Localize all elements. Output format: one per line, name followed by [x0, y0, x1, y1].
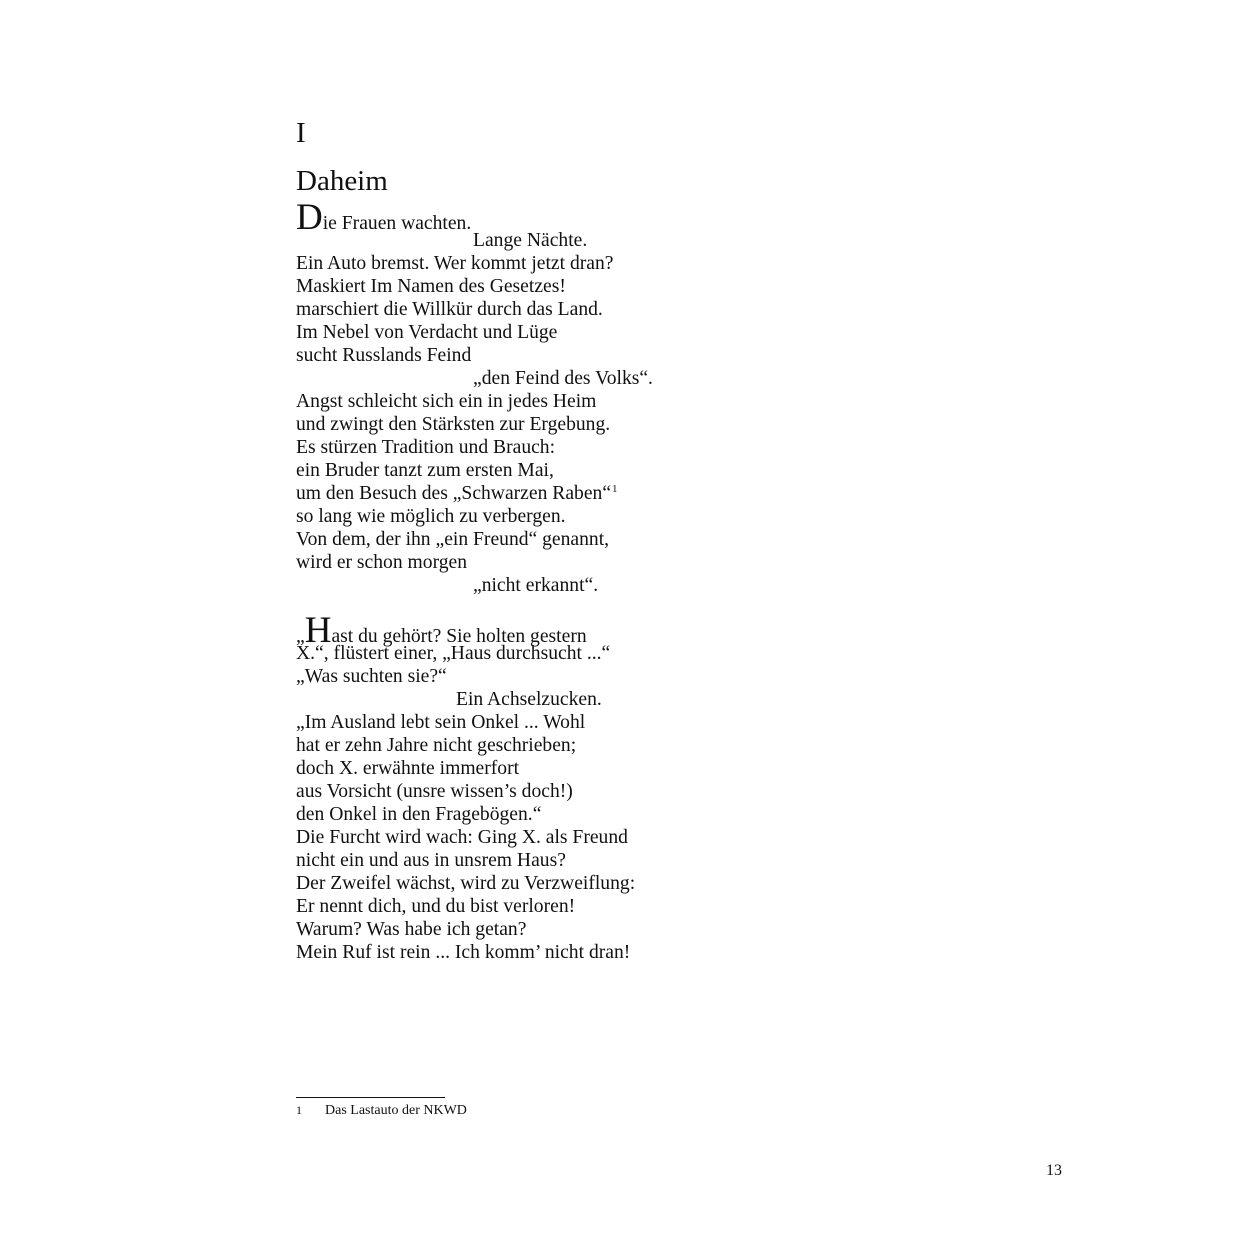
- verse-line: den Onkel in den Fragebögen.“: [296, 804, 542, 825]
- verse-line: [296, 610, 816, 651]
- verse-line: Er nennt dich, und du bist verloren!: [296, 896, 576, 917]
- verse-line: nicht ein und aus in unsrem Haus?: [296, 850, 566, 871]
- verse-line: aus Vorsicht (unsre wissen’s doch!): [296, 781, 573, 802]
- drop-cap: H: [304, 610, 332, 651]
- chapter-number: I: [296, 117, 306, 149]
- verse-line: Mein Ruf ist rein ... Ich komm’ nicht dran!: [296, 942, 631, 963]
- chapter-title: Daheim: [296, 165, 388, 197]
- verse-line: hat er zehn Jahre nicht geschrieben;: [296, 735, 577, 756]
- verse-line: ein Bruder tanzt zum ersten Mai,: [296, 460, 554, 481]
- verse-text: ie Frauen wachten.: [322, 213, 472, 234]
- verse-line: Es stürzen Tradition und Brauch:: [296, 437, 556, 458]
- verse-line: marschiert die Willkür durch das Land.: [296, 299, 603, 320]
- verse-line: Im Nebel von Verdacht und Lüge: [296, 322, 558, 343]
- verse-line: Maskiert Im Namen des Gesetzes!: [296, 276, 566, 297]
- verse-line: [296, 197, 816, 238]
- footnote-divider: [296, 1097, 445, 1098]
- verse-line: „nicht erkannt“.: [473, 575, 599, 596]
- footnote-reference: 1: [612, 483, 618, 495]
- verse-line: und zwingt den Stärksten zur Ergebung.: [296, 414, 611, 435]
- verse-text: um den Besuch des „Schwarzen Raben“: [296, 483, 612, 504]
- verse-line: wird er schon morgen: [296, 552, 468, 573]
- stanza-2: [296, 610, 816, 964]
- verse-text: ast du gehört? Sie holten gestern: [331, 626, 587, 647]
- verse-line: sucht Russlands Feind: [296, 345, 472, 366]
- verse-line: [296, 482, 816, 505]
- verse-line: Warum? Was habe ich getan?: [296, 919, 527, 940]
- footnote-number: 1: [296, 1103, 302, 1117]
- verse-line: „Was suchten sie?“: [296, 666, 447, 687]
- verse-line: Angst schleicht sich ein in jedes Heim: [296, 391, 597, 412]
- drop-cap: D: [296, 197, 323, 238]
- stanza-1: [296, 197, 816, 597]
- verse-line: Lange Nächte.: [473, 230, 588, 251]
- verse-line: „Im Ausland lebt sein Onkel ... Wohl: [296, 712, 586, 733]
- verse-line: „den Feind des Volks“.: [473, 368, 653, 389]
- verse-line: Ein Achselzucken.: [456, 689, 602, 710]
- verse-line: Der Zweifel wächst, wird zu Verzweiflung:: [296, 873, 636, 894]
- verse-line: Von dem, der ihn „ein Freund“ genannt,: [296, 529, 610, 550]
- footnote-text: Das Lastauto der NKWD: [325, 1103, 467, 1118]
- footnote: [296, 1102, 467, 1119]
- page-number: 13: [1046, 1162, 1062, 1179]
- verse-line: Die Furcht wird wach: Ging X. als Freund: [296, 827, 628, 848]
- verse-line: doch X. erwähnte immerfort: [296, 758, 520, 779]
- verse-line: X.“, flüstert einer, „Haus durchsucht ...“: [296, 643, 611, 664]
- verse-line: so lang wie möglich zu verbergen.: [296, 506, 566, 527]
- opening-quote: „: [296, 626, 305, 647]
- verse-line: Ein Auto bremst. Wer kommt jetzt dran?: [296, 253, 614, 274]
